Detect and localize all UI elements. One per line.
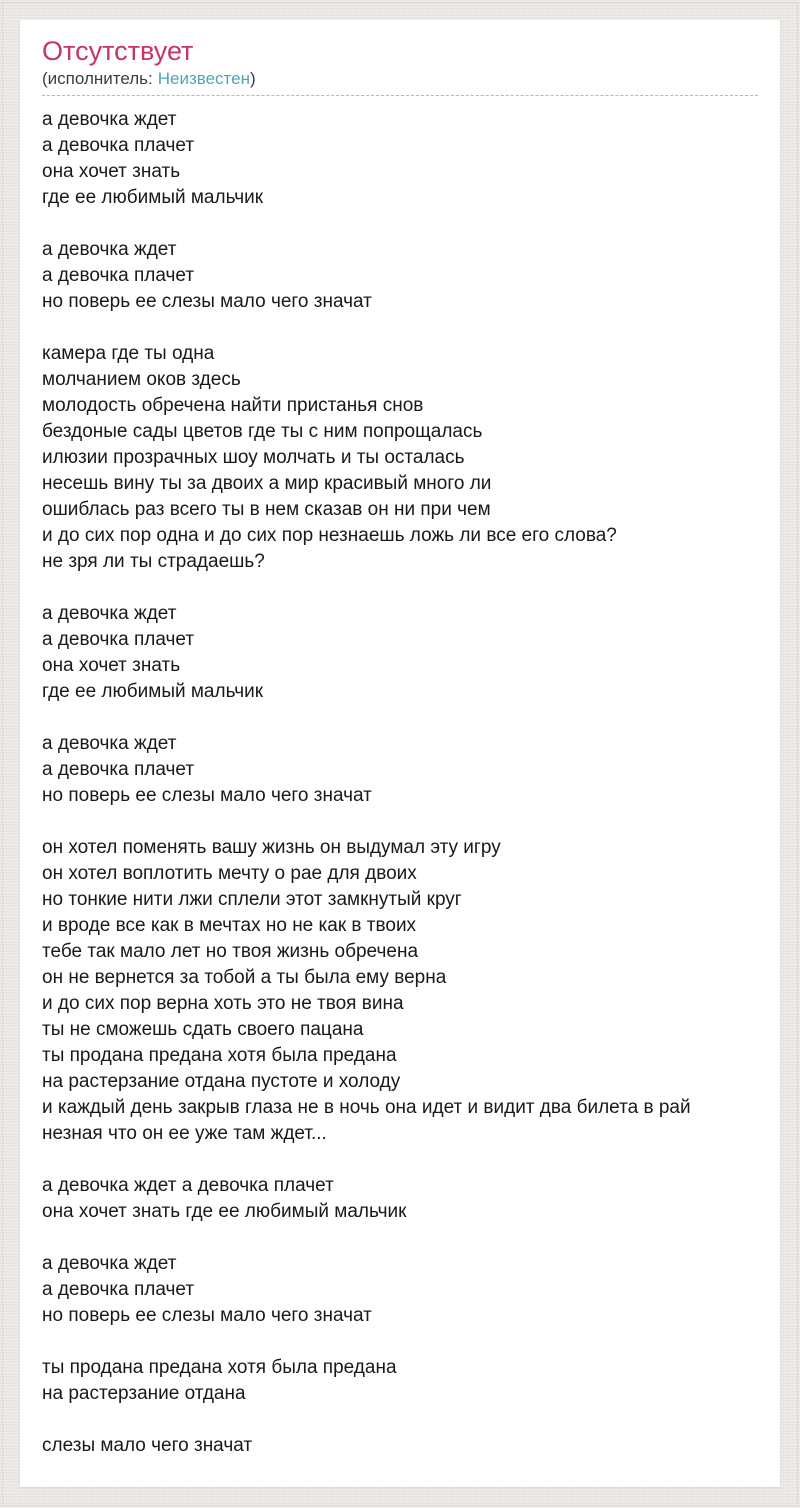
lyrics-text — [42, 107, 758, 1459]
lyrics-stanza: а девочка ждет а девочка плачет но поверь ее слезы мало чего значат — [42, 239, 372, 312]
lyrics-stanza: слезы мало чего значат — [42, 1435, 253, 1456]
lyrics-stanza: он хотел поменять вашу жизнь он выдумал эту игру он хотел воплотить мечту о рае для двоих но тонкие нити лжи сплели этот замкнутый круг и вроде все как в мечтах но не как в твоих тебе так мало лет но твоя жизнь обречена он не вернется за тобой а ты была ему верна и до сих пор верна хоть это не твоя вина ты не сможешь сдать своего пацана ты продана предана хотя была предана на растерзание отдана пустоте и холоду и каждый день закрыв глаза не в ночь она идет и видит два билета в рай незная что он ее уже там ждет... — [42, 837, 691, 1144]
page-title: Отсутствует — [42, 36, 194, 66]
lyrics-stanza: а девочка ждет а девочка плачет она хочет знать где ее любимый мальчик — [42, 109, 264, 208]
lyrics-stanza: а девочка ждет а девочка плачет она хочет знать где ее любимый мальчик — [42, 1175, 407, 1222]
lyrics-stanza: камера где ты одна молчанием оков здесь молодость обречена найти пристанья снов бездоные сады цветов где ты с ним попрощалась илюзии прозрачных шоу молчать и ты осталась несешь вину ты за двоих а мир красивый много ли ошиблась раз всего ты в нем сказав он ни при чем и до сих пор одна и до сих пор незнаешь ложь ли все его слова? не зря ли ты страдаешь? — [42, 343, 617, 572]
artist-close-paren: ) — [250, 69, 256, 88]
lyrics-stanza: а девочка ждет а девочка плачет она хочет знать где ее любимый мальчик — [42, 603, 264, 702]
artist-line — [42, 68, 758, 96]
content-card — [20, 20, 780, 1487]
lyrics-stanza: а девочка ждет а девочка плачет но поверь ее слезы мало чего значат — [42, 733, 372, 806]
lyrics-stanza: ты продана предана хотя была предана на растерзание отдана — [42, 1357, 397, 1404]
artist-label: (исполнитель: — [42, 69, 153, 88]
artist-link[interactable]: Неизвестен — [157, 69, 250, 88]
lyrics-stanza: а девочка ждет а девочка плачет но поверь ее слезы мало чего значат — [42, 1253, 372, 1326]
